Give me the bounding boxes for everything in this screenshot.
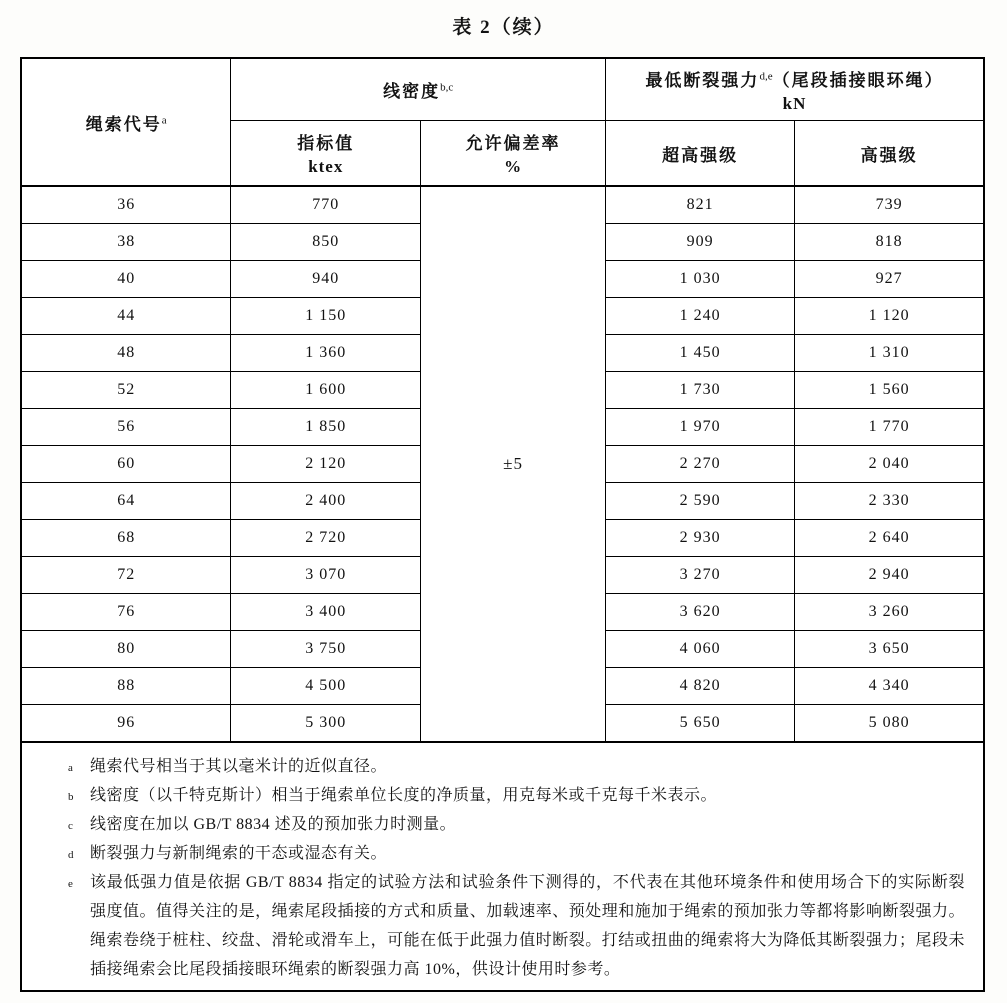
header-index-value-label: 指标值 — [297, 134, 355, 153]
footnote — [62, 868, 965, 984]
cell-ultra-high: 2 930 — [606, 520, 795, 557]
header-breaking-strength-label: 最低断裂强力 — [645, 70, 760, 90]
header-high-grade: 高强级 — [795, 121, 984, 187]
header-deviation-label: 允许偏差率 — [465, 134, 561, 153]
cell-ktex: 3 070 — [231, 557, 421, 594]
footnote-marker: c — [68, 820, 74, 832]
cell-rope-code: 40 — [21, 261, 231, 298]
footnote-marker: a — [68, 762, 74, 774]
cell-ktex: 4 500 — [231, 668, 421, 705]
cell-high: 739 — [795, 186, 984, 224]
cell-rope-code: 80 — [21, 631, 231, 668]
header-deviation — [421, 121, 606, 187]
rope-spec-table — [20, 57, 985, 992]
table-row — [21, 186, 984, 224]
cell-high: 1 560 — [795, 372, 984, 409]
cell-ktex: 1 150 — [231, 298, 421, 335]
table-header — [21, 58, 984, 186]
cell-rope-code: 56 — [21, 409, 231, 446]
table-footnotes — [21, 742, 984, 991]
cell-rope-code: 64 — [21, 483, 231, 520]
header-breaking-strength-suffix: （尾段插接眼环绳） — [772, 70, 944, 90]
cell-ktex: 2 120 — [231, 446, 421, 483]
cell-ultra-high: 1 450 — [606, 335, 795, 372]
footnote — [62, 810, 965, 839]
cell-ultra-high: 4 060 — [606, 631, 795, 668]
cell-high: 818 — [795, 224, 984, 261]
footnote — [62, 752, 965, 781]
cell-ultra-high: 1 970 — [606, 409, 795, 446]
footnote-text: 线密度在加以 GB/T 8834 述及的预加张力时测量。 — [90, 816, 457, 833]
footnote-text: 断裂强力与新制绳索的干态或湿态有关。 — [90, 845, 388, 862]
cell-ultra-high: 3 270 — [606, 557, 795, 594]
footnote — [62, 781, 965, 810]
footnotes-cell — [21, 742, 984, 991]
cell-ultra-high: 3 620 — [606, 594, 795, 631]
cell-high: 5 080 — [795, 705, 984, 743]
table-body — [21, 186, 984, 742]
footnote — [62, 839, 965, 868]
header-row-groups — [21, 58, 984, 121]
cell-ktex: 2 400 — [231, 483, 421, 520]
cell-high: 1 310 — [795, 335, 984, 372]
cell-ultra-high: 1 730 — [606, 372, 795, 409]
cell-high: 927 — [795, 261, 984, 298]
header-rope-code — [21, 58, 231, 186]
footnote-text: 绳索代号相当于其以毫米计的近似直径。 — [90, 758, 388, 775]
cell-high: 1 770 — [795, 409, 984, 446]
cell-high: 1 120 — [795, 298, 984, 335]
footnote-marker: b — [68, 791, 74, 803]
cell-ktex: 5 300 — [231, 705, 421, 743]
header-ultra-high-grade: 超高强级 — [606, 121, 795, 187]
cell-ultra-high: 2 590 — [606, 483, 795, 520]
footnote-text: 该最低强力值是依据 GB/T 8834 指定的试验方法和试验条件下测得的，不代表在其他环境条件和使用场合下的实际断裂强度值。值得关注的是，绳索尾段插接的方式和质量、加载速率、预处理和施加于绳索的预加张力等都将影响断裂强力。绳索卷绕于桩柱、绞盘、滑轮或滑车上，可能在低于此强力值时断裂。打结或扭曲的绳索将大为降低其断裂强力；尾段未插接绳索会比尾段插接眼环绳索的断裂强力高 10%，供设计使用时参考。 — [90, 874, 965, 978]
cell-high: 2 330 — [795, 483, 984, 520]
cell-rope-code: 72 — [21, 557, 231, 594]
footnote-ref-a: a — [161, 113, 167, 126]
header-linear-density-group — [231, 58, 606, 121]
cell-high: 3 260 — [795, 594, 984, 631]
cell-rope-code: 96 — [21, 705, 231, 743]
cell-rope-code: 52 — [21, 372, 231, 409]
cell-ktex: 2 720 — [231, 520, 421, 557]
cell-rope-code: 88 — [21, 668, 231, 705]
cell-rope-code: 68 — [21, 520, 231, 557]
cell-ktex: 770 — [231, 186, 421, 224]
cell-ktex: 850 — [231, 224, 421, 261]
cell-ktex: 3 400 — [231, 594, 421, 631]
page-title: 表 2（续） — [452, 17, 555, 38]
cell-rope-code: 36 — [21, 186, 231, 224]
cell-ultra-high: 5 650 — [606, 705, 795, 743]
footnote-ref-de: d,e — [759, 69, 773, 82]
header-rope-code-label: 绳索代号 — [85, 114, 162, 134]
cell-rope-code: 48 — [21, 335, 231, 372]
cell-rope-code: 76 — [21, 594, 231, 631]
cell-high: 2 940 — [795, 557, 984, 594]
cell-ktex: 940 — [231, 261, 421, 298]
cell-ultra-high: 2 270 — [606, 446, 795, 483]
cell-ultra-high: 1 030 — [606, 261, 795, 298]
header-breaking-strength-group — [606, 58, 984, 121]
footnotes-row — [21, 742, 984, 991]
cell-ultra-high: 909 — [606, 224, 795, 261]
cell-ultra-high: 1 240 — [606, 298, 795, 335]
footnotes-list — [62, 752, 965, 984]
cell-ktex: 1 850 — [231, 409, 421, 446]
cell-rope-code: 38 — [21, 224, 231, 261]
cell-high: 2 640 — [795, 520, 984, 557]
cell-high: 3 650 — [795, 631, 984, 668]
cell-high: 4 340 — [795, 668, 984, 705]
header-breaking-strength-unit: kN — [782, 93, 807, 113]
cell-ktex: 1 600 — [231, 372, 421, 409]
header-index-value — [231, 121, 421, 187]
cell-high: 2 040 — [795, 446, 984, 483]
cell-ktex: 3 750 — [231, 631, 421, 668]
header-deviation-unit: % — [504, 157, 523, 176]
cell-rope-code: 44 — [21, 298, 231, 335]
footnote-marker: d — [68, 849, 74, 861]
footnote-text: 线密度（以千特克斯计）相当于绳索单位长度的净质量，用克每米或千克每千米表示。 — [90, 787, 718, 804]
header-breaking-strength-line — [606, 66, 983, 91]
cell-rope-code: 60 — [21, 446, 231, 483]
cell-ktex: 1 360 — [231, 335, 421, 372]
cell-ultra-high: 4 820 — [606, 668, 795, 705]
header-linear-density-label: 线密度 — [383, 82, 441, 101]
footnote-ref-bc: b,c — [440, 81, 454, 94]
footnote-marker: e — [68, 878, 74, 890]
header-index-value-unit: ktex — [308, 157, 344, 176]
cell-ultra-high: 821 — [606, 186, 795, 224]
cell-deviation: ±5 — [421, 186, 606, 742]
